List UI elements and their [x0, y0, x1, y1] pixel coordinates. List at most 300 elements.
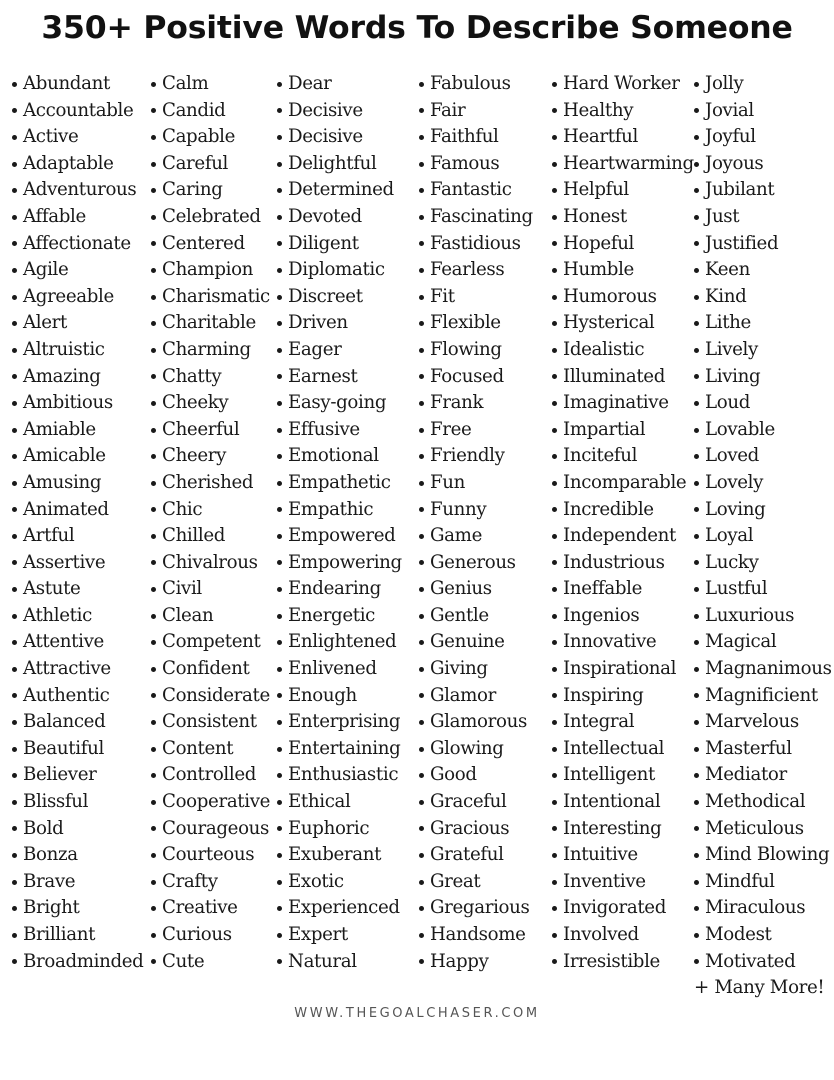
bullet-icon [694, 933, 699, 938]
list-item [419, 98, 533, 125]
list-item [151, 842, 270, 869]
list-item [552, 922, 694, 949]
bullet-icon [277, 560, 282, 565]
list-item [694, 895, 832, 922]
list-item [277, 257, 402, 284]
list-item [277, 949, 402, 976]
word-label: Abundant [23, 73, 110, 94]
word-label: Mindful [705, 870, 775, 892]
word-label: Interesting [563, 817, 662, 839]
word-label: Fabulous [430, 73, 511, 94]
list-item [419, 71, 533, 98]
bullet-icon [151, 162, 156, 167]
list-item [694, 603, 832, 630]
word-label: Loyal [705, 525, 754, 547]
list-item [552, 204, 694, 231]
bullet-icon [12, 268, 17, 273]
word-label: Altruistic [23, 338, 105, 360]
bullet-icon [151, 560, 156, 565]
list-item [419, 550, 533, 577]
word-label: Endearing [288, 578, 381, 600]
list-item [277, 71, 402, 98]
list-item [552, 895, 694, 922]
list-item [151, 284, 270, 311]
list-item [277, 656, 402, 683]
bullet-icon [419, 906, 424, 911]
word-label: Jolly [705, 73, 744, 94]
bullet-icon [419, 268, 424, 273]
list-item [12, 443, 143, 470]
word-label: Discreet [288, 285, 363, 307]
word-label: Bold [23, 817, 64, 839]
list-item [277, 443, 402, 470]
word-label: Impartial [563, 418, 646, 440]
bullet-icon [151, 135, 156, 140]
word-label: Innovative [563, 631, 657, 653]
list-item [552, 523, 694, 550]
list-item [12, 789, 143, 816]
bullet-icon [277, 374, 282, 379]
list-item [12, 71, 143, 98]
bullet-icon [277, 826, 282, 831]
bullet-icon [694, 560, 699, 565]
list-item [552, 231, 694, 258]
word-label: Animated [23, 498, 109, 520]
list-item [151, 656, 270, 683]
list-item [277, 683, 402, 710]
list-item [151, 443, 270, 470]
bullet-icon [151, 959, 156, 964]
list-item [552, 869, 694, 896]
list-item [151, 869, 270, 896]
list-item [277, 364, 402, 391]
list-item [419, 124, 533, 151]
bullet-icon [277, 667, 282, 672]
list-item [552, 842, 694, 869]
list-item [12, 470, 143, 497]
bullet-icon [151, 241, 156, 246]
bullet-icon [419, 880, 424, 885]
word-label: Intuitive [563, 844, 638, 866]
list-item [151, 177, 270, 204]
list-item [12, 550, 143, 577]
list-item [12, 231, 143, 258]
word-label: Kind [705, 285, 747, 307]
word-label: Funny [430, 498, 487, 520]
bullet-icon [12, 215, 17, 220]
bullet-icon [12, 507, 17, 512]
list-item [12, 310, 143, 337]
list-item [151, 98, 270, 125]
list-item [12, 922, 143, 949]
word-label: Graceful [430, 791, 507, 813]
list-item [12, 177, 143, 204]
bullet-icon [12, 587, 17, 592]
word-label: Independent [563, 525, 677, 547]
word-label: Determined [288, 179, 394, 201]
list-item [419, 364, 533, 391]
bullet-icon [694, 321, 699, 326]
bullet-icon [419, 348, 424, 353]
list-item [277, 231, 402, 258]
list-item [151, 231, 270, 258]
list-item [12, 709, 143, 736]
list-item [552, 257, 694, 284]
word-label: Experienced [288, 897, 400, 919]
bullet-icon [694, 481, 699, 486]
bullet-icon [552, 906, 557, 911]
bullet-icon [277, 720, 282, 725]
word-label: Fair [430, 99, 466, 121]
word-label: Just [705, 205, 740, 227]
list-item [151, 151, 270, 178]
list-item [694, 417, 832, 444]
bullet-icon [277, 162, 282, 167]
bullet-icon [419, 720, 424, 725]
bullet-icon [694, 959, 699, 964]
word-label: Accountable [23, 99, 134, 121]
word-label: Chic [162, 498, 203, 520]
word-label: Mediator [705, 764, 787, 786]
list-item [277, 709, 402, 736]
list-item [552, 71, 694, 98]
bullet-icon [277, 268, 282, 273]
bullet-icon [552, 587, 557, 592]
list-item [419, 231, 533, 258]
bullet-icon [277, 295, 282, 300]
word-label: Empowered [288, 525, 396, 547]
word-label: Grateful [430, 844, 504, 866]
bullet-icon [694, 295, 699, 300]
list-item [151, 417, 270, 444]
word-label: Diplomatic [288, 259, 385, 281]
word-label: Eager [288, 338, 342, 360]
bullet-icon [277, 82, 282, 87]
bullet-icon [419, 321, 424, 326]
list-item [12, 390, 143, 417]
word-label: Champion [162, 259, 254, 281]
list-item [419, 736, 533, 763]
bullet-icon [552, 507, 557, 512]
bullet-icon [419, 454, 424, 459]
list-item [419, 177, 533, 204]
bullet-icon [277, 587, 282, 592]
word-label: Consistent [162, 711, 257, 733]
word-label: Dear [288, 73, 332, 94]
word-label: Illuminated [563, 365, 666, 387]
bullet-icon [419, 747, 424, 752]
bullet-icon [277, 135, 282, 140]
list-item [419, 842, 533, 869]
bullet-icon [694, 587, 699, 592]
list-item [694, 443, 832, 470]
word-label: Competent [162, 631, 261, 653]
bullet-icon [694, 162, 699, 167]
bullet-icon [419, 507, 424, 512]
list-item [151, 390, 270, 417]
word-label: Fun [430, 471, 465, 493]
word-label: Careful [162, 152, 229, 174]
word-label: Balanced [23, 711, 106, 733]
word-label: Focused [430, 365, 504, 387]
list-item [277, 523, 402, 550]
bullet-icon [151, 933, 156, 938]
list-item [151, 550, 270, 577]
word-label: Enthusiastic [288, 764, 399, 786]
bullet-icon [12, 880, 17, 885]
list-item [552, 629, 694, 656]
word-label: Joyous [705, 152, 764, 174]
word-label: Game [430, 525, 482, 547]
bullet-icon [419, 534, 424, 539]
list-item [277, 895, 402, 922]
bullet-icon [694, 880, 699, 885]
list-item [694, 257, 832, 284]
bullet-icon [419, 108, 424, 113]
word-label: Enterprising [288, 711, 401, 733]
word-label: Intentional [563, 791, 661, 813]
bullet-icon [552, 135, 557, 140]
bullet-icon [151, 667, 156, 672]
bullet-icon [151, 82, 156, 87]
list-item [552, 603, 694, 630]
list-item [694, 683, 832, 710]
bullet-icon [151, 747, 156, 752]
bullet-icon [12, 162, 17, 167]
word-label: Confident [162, 658, 250, 680]
word-label: Assertive [23, 551, 106, 573]
bullet-icon [552, 348, 557, 353]
list-item [694, 364, 832, 391]
word-label: Empathic [288, 498, 374, 520]
bullet-icon [419, 295, 424, 300]
word-column-2 [151, 71, 270, 975]
list-item [277, 816, 402, 843]
list-item [12, 98, 143, 125]
word-label: Earnest [288, 365, 358, 387]
list-item [419, 257, 533, 284]
bullet-icon [151, 507, 156, 512]
word-label: Meticulous [705, 817, 804, 839]
word-label: Enough [288, 684, 357, 706]
word-label: Amusing [23, 471, 102, 493]
word-label: Gentle [430, 604, 489, 626]
word-label: Genuine [430, 631, 505, 653]
list-item [12, 949, 143, 976]
bullet-icon [419, 188, 424, 193]
bullet-icon [277, 640, 282, 645]
bullet-icon [419, 374, 424, 379]
bullet-icon [552, 428, 557, 433]
word-label: Inspiring [563, 684, 644, 706]
bullet-icon [552, 401, 557, 406]
list-item [552, 816, 694, 843]
bullet-icon [277, 800, 282, 805]
list-item [419, 816, 533, 843]
bullet-icon [552, 933, 557, 938]
list-item [277, 869, 402, 896]
word-label: Exuberant [288, 844, 382, 866]
word-label: Blissful [23, 791, 89, 813]
bullet-icon [694, 268, 699, 273]
list-item [552, 364, 694, 391]
list-item [694, 656, 832, 683]
list-item [151, 736, 270, 763]
bullet-icon [277, 880, 282, 885]
bullet-icon [552, 82, 557, 87]
bullet-icon [694, 853, 699, 858]
word-label: Genius [430, 578, 492, 600]
bullet-icon [277, 481, 282, 486]
list-item [419, 151, 533, 178]
word-label: Lovely [705, 471, 764, 493]
word-label: Humorous [563, 285, 657, 307]
list-item [419, 284, 533, 311]
list-item [12, 337, 143, 364]
word-column-4 [419, 71, 533, 975]
list-item [151, 895, 270, 922]
bullet-icon [151, 853, 156, 858]
bullet-icon [552, 481, 557, 486]
list-item [694, 310, 832, 337]
bullet-icon [12, 933, 17, 938]
word-label: Euphoric [288, 817, 370, 839]
bullet-icon [12, 826, 17, 831]
bullet-icon [419, 587, 424, 592]
bullet-icon [552, 162, 557, 167]
list-item [552, 310, 694, 337]
bullet-icon [12, 454, 17, 459]
website-footer: WWW.THEGOALCHASER.COM [294, 1006, 540, 1021]
word-label: Glowing [430, 737, 504, 759]
word-label: Heartwarming [563, 152, 694, 174]
bullet-icon [151, 295, 156, 300]
list-item [12, 576, 143, 603]
word-label: Affable [23, 205, 86, 227]
list-item [694, 497, 832, 524]
list-item [151, 523, 270, 550]
bullet-icon [694, 667, 699, 672]
word-label: Friendly [430, 445, 505, 467]
word-label: Crafty [162, 870, 218, 892]
word-label: Chilled [162, 525, 226, 547]
list-item [12, 656, 143, 683]
list-item [151, 709, 270, 736]
list-item [277, 497, 402, 524]
word-label: Integral [563, 711, 635, 733]
word-label: Intellectual [563, 737, 665, 759]
page-title: 350+ Positive Words To Describe Someone [41, 10, 793, 46]
word-label: Famous [430, 152, 500, 174]
list-item [277, 390, 402, 417]
list-item [419, 497, 533, 524]
bullet-icon [12, 374, 17, 379]
bullet-icon [277, 959, 282, 964]
list-item [277, 629, 402, 656]
bullet-icon [694, 348, 699, 353]
bullet-icon [12, 401, 17, 406]
bullet-icon [277, 241, 282, 246]
word-label: Glamor [430, 684, 496, 706]
list-item [552, 576, 694, 603]
list-item [151, 576, 270, 603]
list-item [151, 789, 270, 816]
word-label: Fastidious [430, 232, 521, 254]
list-item [694, 151, 832, 178]
bullet-icon [419, 560, 424, 565]
list-item [694, 470, 832, 497]
bullet-icon [277, 401, 282, 406]
word-label: Handsome [430, 924, 526, 945]
list-item [151, 71, 270, 98]
list-item [277, 603, 402, 630]
bullet-icon [277, 215, 282, 220]
list-item [694, 629, 832, 656]
word-label: Agile [23, 259, 69, 281]
list-item [277, 789, 402, 816]
word-label: Diligent [288, 232, 359, 254]
bullet-icon [151, 268, 156, 273]
word-label: Glamorous [430, 711, 527, 733]
list-item [694, 922, 832, 949]
bullet-icon [419, 640, 424, 645]
word-label: Jovial [705, 99, 754, 121]
list-item [277, 922, 402, 949]
bullet-icon [694, 534, 699, 539]
bullet-icon [419, 215, 424, 220]
bullet-icon [151, 826, 156, 831]
bullet-icon [12, 747, 17, 752]
list-item [694, 337, 832, 364]
bullet-icon [552, 321, 557, 326]
word-label: Charming [162, 338, 251, 360]
list-item [12, 816, 143, 843]
bullet-icon [694, 401, 699, 406]
word-label: Ambitious [23, 392, 113, 414]
word-label: Creative [162, 897, 238, 919]
bullet-icon [151, 880, 156, 885]
word-column-1 [12, 71, 143, 975]
word-label: Amicable [23, 445, 106, 467]
bullet-icon [277, 507, 282, 512]
word-label: Fantastic [430, 179, 512, 201]
list-item [694, 231, 832, 258]
list-item [277, 204, 402, 231]
bullet-icon [419, 162, 424, 167]
word-label: Driven [288, 312, 348, 334]
bullet-icon [694, 640, 699, 645]
bullet-icon [277, 534, 282, 539]
list-item [552, 284, 694, 311]
word-label: Artful [23, 525, 75, 547]
word-label: Faithful [430, 126, 499, 148]
word-label: Helpful [563, 179, 629, 201]
word-label: Bright [23, 897, 80, 919]
list-item [277, 550, 402, 577]
word-label: Exotic [288, 870, 344, 892]
list-item [419, 895, 533, 922]
bullet-icon [12, 295, 17, 300]
word-label: Beautiful [23, 737, 104, 759]
word-label: Charismatic [162, 285, 270, 307]
word-label: Adventurous [23, 179, 137, 201]
bullet-icon [419, 241, 424, 246]
list-item [12, 842, 143, 869]
word-label: Astute [23, 578, 81, 600]
list-item [12, 523, 143, 550]
word-label: Idealistic [563, 338, 645, 360]
list-item [694, 842, 832, 869]
